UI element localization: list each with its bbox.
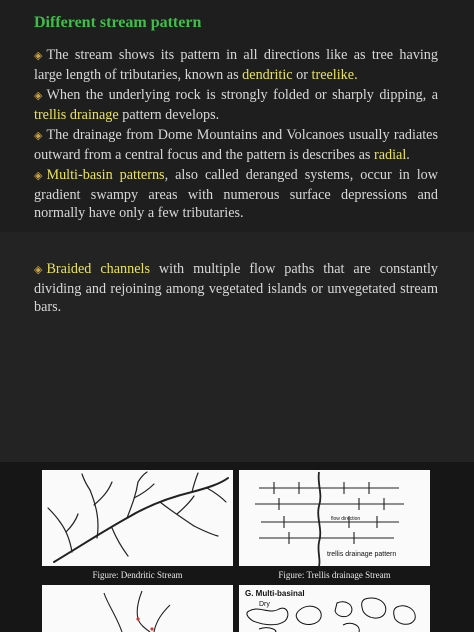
dendritic-figure bbox=[42, 470, 233, 566]
flow-direction-label: flow direction bbox=[331, 516, 361, 522]
dry-label: Dry bbox=[259, 601, 270, 608]
bullet-icon: ◈ bbox=[34, 264, 43, 276]
bullet-icon: ◈ bbox=[34, 50, 43, 62]
trellis-caption: Figure: Trellis drainage Stream bbox=[278, 570, 391, 580]
bullet-braided: ◈ Braided channels with multiple flow paths that are constantly dividing and rejoining among vegetated islands or unvegetated stream bars. bbox=[34, 261, 438, 316]
page-title: Different stream pattern bbox=[34, 14, 202, 31]
bullet-dendritic: ◈ The stream shows its pattern in all directions like as tree having large length of tributaries, known as dendritic or treelike. bbox=[34, 47, 438, 83]
bullet-icon: ◈ bbox=[34, 90, 43, 102]
multibasin-drawing bbox=[239, 585, 430, 632]
bullet-icon: ◈ bbox=[34, 170, 43, 182]
radial-marker bbox=[150, 627, 153, 630]
trellis-drawing bbox=[239, 470, 430, 566]
trellis-drainage-label: trellis drainage pattern bbox=[327, 551, 397, 558]
radial-figure bbox=[42, 585, 233, 632]
bullet-radial: ◈ The drainage from Dome Mountains and Volcanoes usually radiates outward from a central focus and the pattern is describes as radial. bbox=[34, 127, 438, 163]
bullet-trellis: ◈ When the underlying rock is strongly folded or sharply dipping, a trellis drainage pattern develops. bbox=[34, 87, 438, 123]
dendritic-drawing bbox=[42, 470, 233, 566]
bullet-multibasin: ◈ Multi-basin patterns, also called deranged systems, occur in low gradient swampy areas with numerous surface depressions and normally have only a few tributaries. bbox=[34, 167, 439, 222]
radial-marker bbox=[136, 617, 139, 620]
multibasin-label: G. Multi-basinal bbox=[245, 589, 305, 598]
multibasin-figure bbox=[239, 585, 430, 632]
trellis-figure bbox=[239, 470, 430, 566]
bullet-icon: ◈ bbox=[34, 130, 43, 142]
radial-drawing bbox=[42, 585, 233, 632]
dendritic-caption: Figure: Dendritic Stream bbox=[92, 570, 183, 580]
